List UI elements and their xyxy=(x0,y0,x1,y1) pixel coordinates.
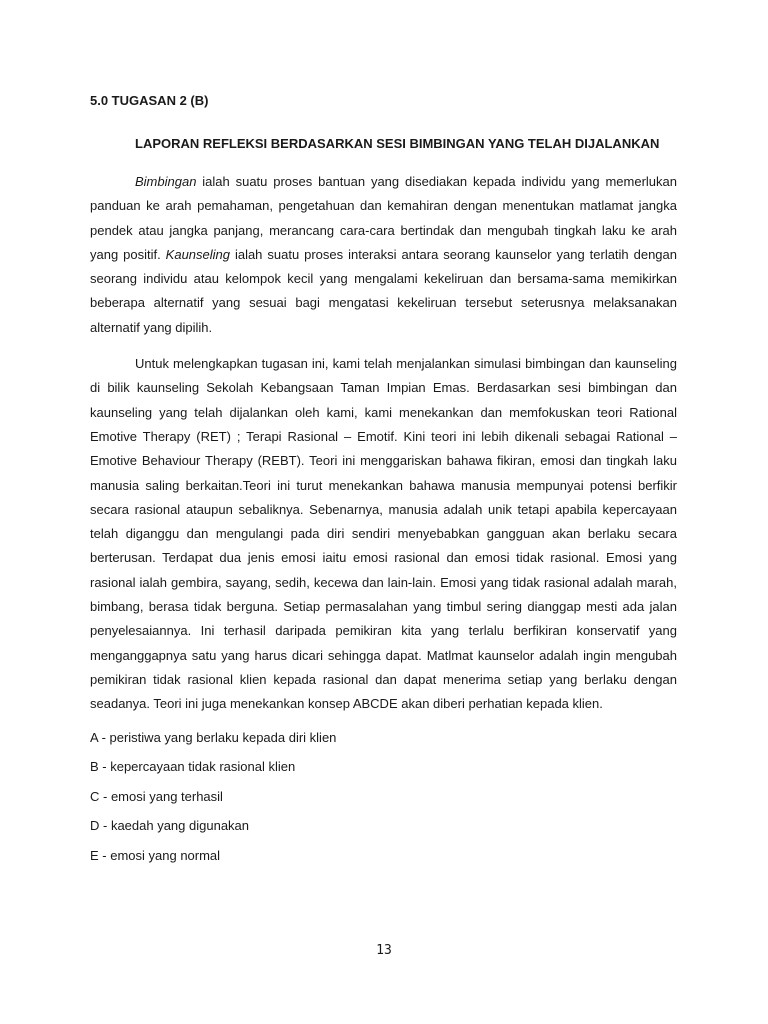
definition-kaunseling: ialah suatu proses interaksi antara seorang kaunselor yang terlatih dengan seorang individu atau kelompok kecil yang mengalami kekeliruan dan bersama-sama memikirkan beberapa alternatif yang sesuai bagi mengatasi kekeliruan tersebut seterusnya melaksanakan alternatif yang dipilih. xyxy=(90,246,677,335)
section-title: 5.0 TUGASAN 2 (B) xyxy=(90,93,209,108)
paragraph-theory: Untuk melengkapkan tugasan ini, kami telah menjalankan simulasi bimbingan dan kaunseling di bilik kaunseling Sekolah Kebangsaan Taman Impian Emas. Berdasarkan sesi bimbingan dan kaunseling yang telah dijalankan oleh kami, kami menekankan dan memfokuskan teori Rational Emotive Therapy (RET) ; Terapi Rasional – Emotif. Kini teori ini lebih dikenali sebagai Rational – Emotive Behaviour Therapy (REBT). Teori ini menggariskan bahawa fikiran, emosi dan tingkah laku manusia saling berkaitan.Teori ini turut menekankan bahawa manusia mempunyai potensi berfikir secara rasional ataupun sebaliknya. Sebenarnya, manusia adalah unik tetapi apabila kepercayaan telah diganggu dan mengulangi pada diri sendiri menyebabkan gangguan akan berlaku secara berterusan. Terdapat dua jenis emosi iaitu emosi rasional dan emosi tidak rasional. Emosi yang rasional ialah gembira, sayang, sedih, kecewa dan lain-lain. Emosi yang tidak rasional adalah marah, bimbang, berasa tidak berguna. Setiap permasalahan yang timbul sering dianggap mesti ada jalan penyelesaiannya. Ini terhasil daripada pemikiran kita yang terlalu berfikiran konservatif yang menganggapnya satu yang harus dicari sehingga dapat. Matlmat kaunselor adalah ingin mengubah pemikiran tidak rasional klien kepada rasional dan dapat menerima setiap yang berlaku dengan seadanya. Teori ini juga menekankan konsep ABCDE akan diberi perhatian kepada klien. xyxy=(90,356,677,712)
term-bimbingan: Bimbingan xyxy=(135,174,197,189)
paragraph-definitions xyxy=(90,170,677,340)
document-page xyxy=(90,92,677,876)
abcde-list xyxy=(90,729,677,865)
page-number: 13 xyxy=(376,943,392,958)
definition-bimbingan: ialah suatu proses bantuan yang disediakan kepada individu yang memerlukan panduan ke arah pemahaman, pengetahuan dan kemahiran dengan menentukan matlamat jangka pendek atau jangka panjang, merancang cara-cara bertindak dan mengubah tingkah laku ke arah yang positif. xyxy=(90,174,677,262)
term-kaunseling: Kaunseling xyxy=(165,246,230,262)
list-item-b: B - kepercayaan tidak rasional klien xyxy=(90,759,296,775)
list-item-c: C - emosi yang terhasil xyxy=(90,788,223,804)
report-heading: LAPORAN REFLEKSI BERDASARKAN SESI BIMBINGAN YANG TELAH DIJALANKAN xyxy=(135,136,660,151)
list-item-e: E - emosi yang normal xyxy=(90,847,221,863)
list-item-d: D - kaedah yang digunakan xyxy=(90,818,250,834)
list-item-a: A - peristiwa yang berlaku kepada diri klien xyxy=(90,729,337,745)
